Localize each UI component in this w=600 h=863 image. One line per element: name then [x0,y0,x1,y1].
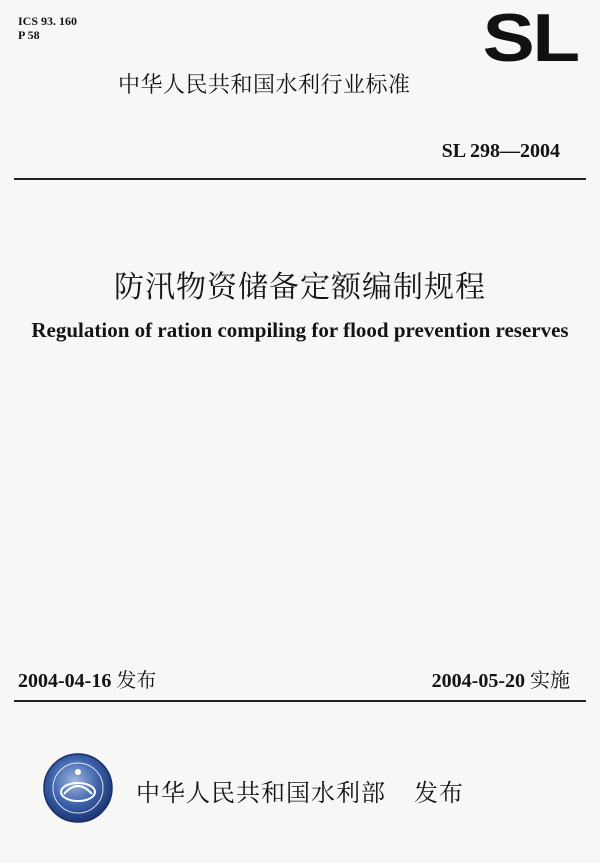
publisher-name: 中华人民共和国水利部 [136,779,386,807]
publisher-line [136,773,464,808]
category-code: P 58 [18,28,40,42]
implement-label: 实施 [530,668,570,692]
issue-date: 2004-04-16 [18,670,112,692]
top-divider [14,178,586,180]
implement-date-line [432,664,570,693]
implement-date: 2004-05-20 [431,670,525,692]
issue-label: 发布 [116,668,157,692]
sl-logo: SL [482,0,578,76]
bottom-divider [14,700,586,702]
publisher-seal-icon [42,752,114,824]
issue-date-line [18,664,156,693]
ics-code: ICS 93. 160 [18,14,78,28]
standard-type: 中华人民共和国水利行业标准 [118,73,411,98]
publisher-action: 发布 [414,779,464,807]
title-chinese: 防汛物资储备定额编制规程 [114,270,486,305]
classification-codes [18,14,77,42]
standard-number: SL 298—2004 [441,140,560,162]
title-english: Regulation of ration compiling for flood prevention reserves [31,318,569,342]
